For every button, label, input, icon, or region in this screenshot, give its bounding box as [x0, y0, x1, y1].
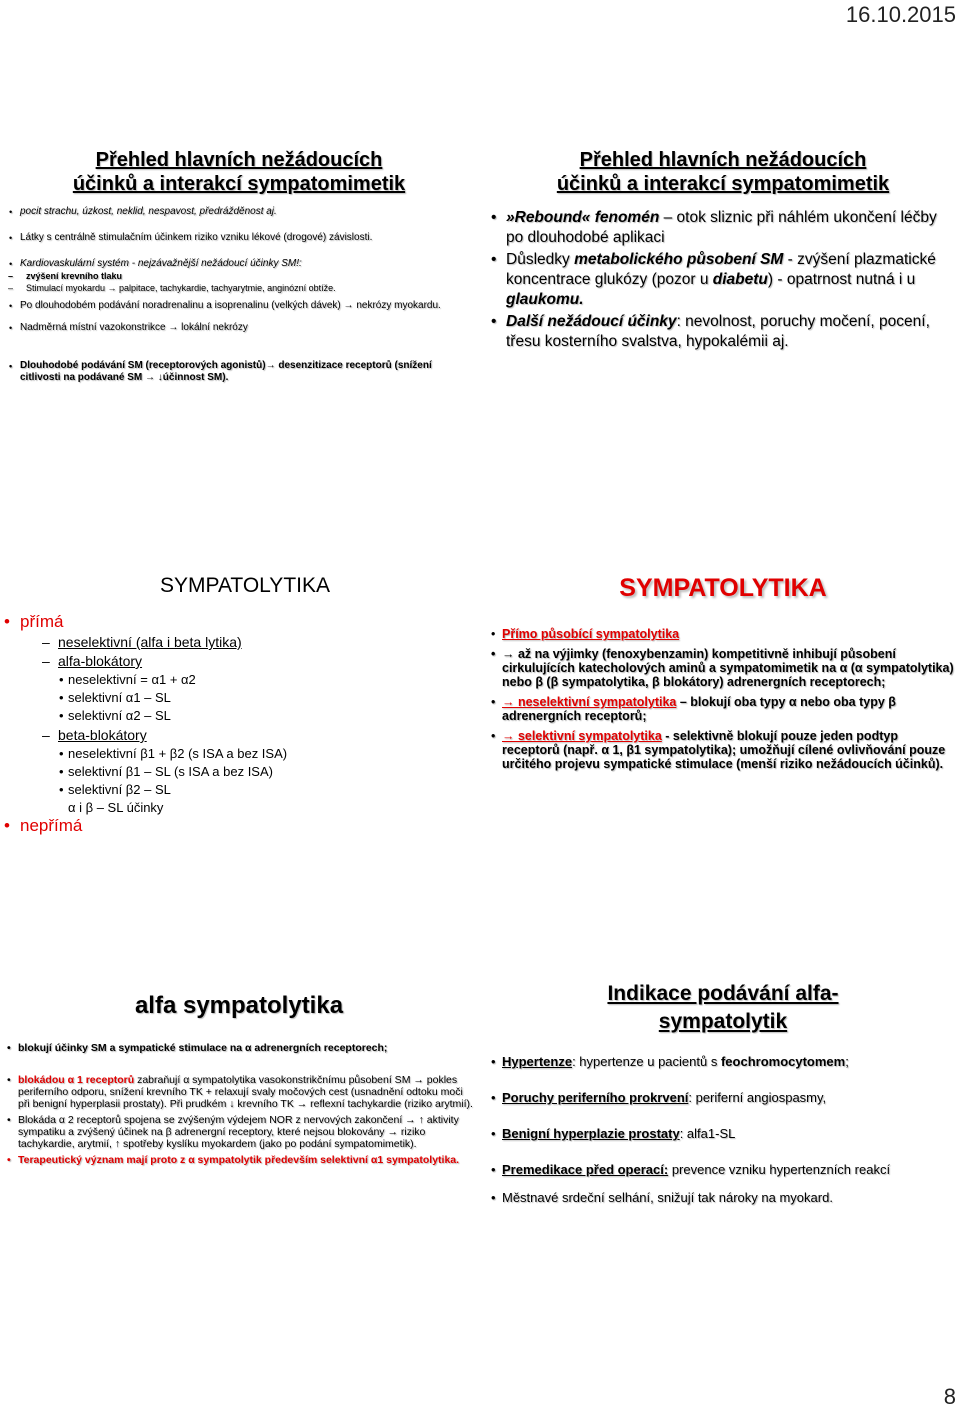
list-item: • Po dlouhodobém podávání noradrenalinu a isoprenalinu (velkých dávek) → nekrózy myokardu.	[6, 300, 474, 312]
slide-indikace	[488, 980, 958, 1226]
list-item: • Dlouhodobé podávání SM (receptorových agonistů)→ desenzitizace receptorů (snížení citlivosti na podávané SM → ↓účinnost SM).	[6, 360, 474, 384]
emphasis: blokádou α 1 receptorů	[18, 1074, 135, 1086]
list-item	[488, 627, 958, 641]
title-line: sympatolytik	[658, 1010, 788, 1033]
slide-title	[488, 980, 958, 1036]
page-number: 8	[943, 1384, 956, 1409]
text: : hypertenze u pacientů s	[572, 1054, 718, 1069]
emphasis: Další nežádoucí účinky	[506, 313, 677, 330]
emphasis: Benigní hyperplazie prostaty	[502, 1126, 680, 1141]
subgroup-title: – alfa-blokátory	[40, 653, 480, 669]
list-item: • Kardiovaskulární systém - nejzávažnější nežádoucí účinky SM!:	[6, 258, 474, 270]
emphasis: »Rebound« fenomén	[506, 209, 660, 226]
list-item: α i β – SL účinky	[68, 800, 164, 815]
bullet-list	[488, 627, 958, 771]
category-secondary: • nepřímá	[4, 816, 83, 835]
category-primary: • přímá	[4, 612, 64, 631]
text: Důsledky	[506, 251, 570, 268]
list-item: • pocit strachu, úzkost, neklid, nespavost, předrážděnost aj.	[6, 206, 474, 218]
text: zabraňují α sympatolytika vasokonstrikčnímu působení SM → pokles periferního odporu, snížení krevního TK + relaxují svaly močových cest (usnadnění odtoku moči při benigní hyperplasii prostaty). Při prudkém ↓ krevního TK → reflexní tachykardie (riziko arytmií).	[18, 1074, 473, 1110]
slide-title: SYMPATOLYTIKA	[619, 574, 827, 602]
text: - selektivně blokují pouze jeden podtyp receptorů (např. α 1, β1 sympatolytika); umožňují cílené ovlivňování pouze určitého projevu sympatické stimulace (menší riziko nežádoucích účinků).	[502, 729, 946, 771]
emphasis: → selektivní sympatolytika	[502, 729, 662, 743]
list-subitem: – Stimulací myokardu → palpitace, tachykardie, tachyarytmie, anginózní obtíže.	[6, 282, 474, 294]
list-item: • Městnavé srdeční selhání, snižují tak nároky na myokard.	[488, 1190, 958, 1206]
emphasis: glaukomu.	[506, 291, 584, 308]
bullet-list	[488, 208, 958, 352]
list-item: • selektivní α2 – SL	[56, 708, 480, 724]
list-item	[4, 1074, 474, 1110]
list-item: • Blokáda α 2 receptorů spojena se zvýšeným výdejem NOR z nervových zakončení → ↑ aktivity sympatiku a zvýšený účinek na β adrenergní receptory, které nejsou blokovány → riziko tachykardie, arytmií, ↑ spotřeby kyslíku myokardem (jako po podání sympatomimetik).	[4, 1114, 474, 1150]
primary-group	[0, 634, 480, 816]
slide-alfa-sympatolytika	[4, 992, 474, 1176]
list-item: • blokují účinky SM a sympatické stimulace na α adrenergních receptorech;	[4, 1042, 474, 1054]
list-item	[488, 1090, 958, 1106]
bullet-list	[4, 1042, 474, 1166]
slide-sympatolytika-detail	[488, 574, 958, 777]
emphasis: → neselektivní sympatolytika	[502, 695, 677, 709]
text: : nevolnost, poruchy močení, pocení, třesu kosterního svalstva, hypokalémii aj.	[506, 313, 930, 350]
title-line: Indikace podávání alfa-	[607, 982, 839, 1005]
text: prevence vzniku hypertenzních reakcí	[671, 1162, 891, 1177]
text: : alfa1-SL	[679, 1126, 736, 1141]
text: : periferní angiospasmy,	[688, 1090, 827, 1105]
list-item: • Nadměrná místní vazokonstrikce → lokální nekrózy	[6, 322, 474, 334]
list-item: • selektivní β1 – SL (s ISA a bez ISA)	[56, 764, 480, 780]
slide-title: alfa sympatolytika	[134, 992, 344, 1019]
text: – blokují oba typy α nebo oba typy β adrenergních receptorů;	[502, 695, 896, 723]
slide-title: SYMPATOLYTIKA	[160, 574, 330, 597]
text: – otok sliznic při náhlém ukončení léčby po dlouhodobé aplikaci	[506, 209, 937, 246]
bullet-list	[488, 1054, 958, 1206]
list-item: • selektivní β2 – SL	[56, 782, 480, 798]
bullet-list	[4, 206, 474, 384]
alfa-list	[40, 672, 480, 724]
slide-sympatolytika-overview	[0, 574, 480, 834]
list-subitem: – zvýšení krevního tlaku	[6, 270, 474, 282]
list-item: • neselektivní = α1 + α2	[56, 672, 480, 688]
emphasis: metabolického působení SM	[574, 251, 784, 268]
emphasis: Premedikace před operací:	[502, 1162, 669, 1177]
emphasis: Hypertenze	[502, 1054, 573, 1069]
subgroup-title: – neselektivní (alfa i beta lytika)	[40, 634, 480, 650]
text: - zvýšení plazmatické koncentrace glukózy (pozor u	[506, 251, 936, 288]
slide-title	[488, 148, 958, 196]
list-item	[488, 1054, 958, 1070]
list-item: • selektivní α1 – SL	[56, 690, 480, 706]
emphasis: Poruchy periferního prokrvení	[502, 1090, 689, 1105]
list-item	[488, 250, 958, 310]
text: ) - opatrnost nutná i u	[767, 271, 916, 288]
text: ;	[845, 1054, 849, 1069]
subgroup-title: – beta-blokátory	[40, 727, 480, 743]
list-item	[488, 312, 958, 352]
list-item	[488, 1126, 958, 1142]
slide-side-effects-1	[4, 148, 474, 384]
list-item	[488, 208, 958, 248]
title-line: účinků a interakcí sympatomimetik	[72, 173, 406, 195]
emphasis: Přímo působící sympatolytika	[502, 627, 680, 641]
date-stamp: 16.10.2015	[845, 2, 956, 27]
slide-side-effects-2	[488, 148, 958, 354]
beta-list	[40, 746, 480, 816]
list-item: • neselektivní β1 + β2 (s ISA a bez ISA)	[56, 746, 480, 762]
list-item: • → až na výjimky (fenoxybenzamin) kompetitivně inhibují působení cirkulujících katecholových aminů a sympatomimetik na α (α sympatolytika) nebo β (β sympatolytika, β blokátory) adrenergních receptorech;	[488, 647, 958, 689]
list-item	[488, 729, 958, 771]
title-line: Přehled hlavních nežádoucích	[579, 149, 867, 171]
list-item	[488, 1162, 958, 1178]
emphasis: diabetu	[712, 271, 768, 288]
title-line: účinků a interakcí sympatomimetik	[556, 173, 890, 195]
outline	[0, 614, 480, 834]
emphasis: feochromocytomem	[720, 1054, 846, 1069]
list-item: • Látky s centrálně stimulačním účinkem riziko vzniku lékové (drogové) závislosti.	[6, 232, 474, 244]
list-item: • Terapeutický význam mají proto z α sympatolytik především selektivní α1 sympatolytika.	[4, 1154, 474, 1166]
slide-title	[4, 148, 474, 196]
list-item	[488, 695, 958, 723]
title-line: Přehled hlavních nežádoucích	[95, 149, 383, 171]
